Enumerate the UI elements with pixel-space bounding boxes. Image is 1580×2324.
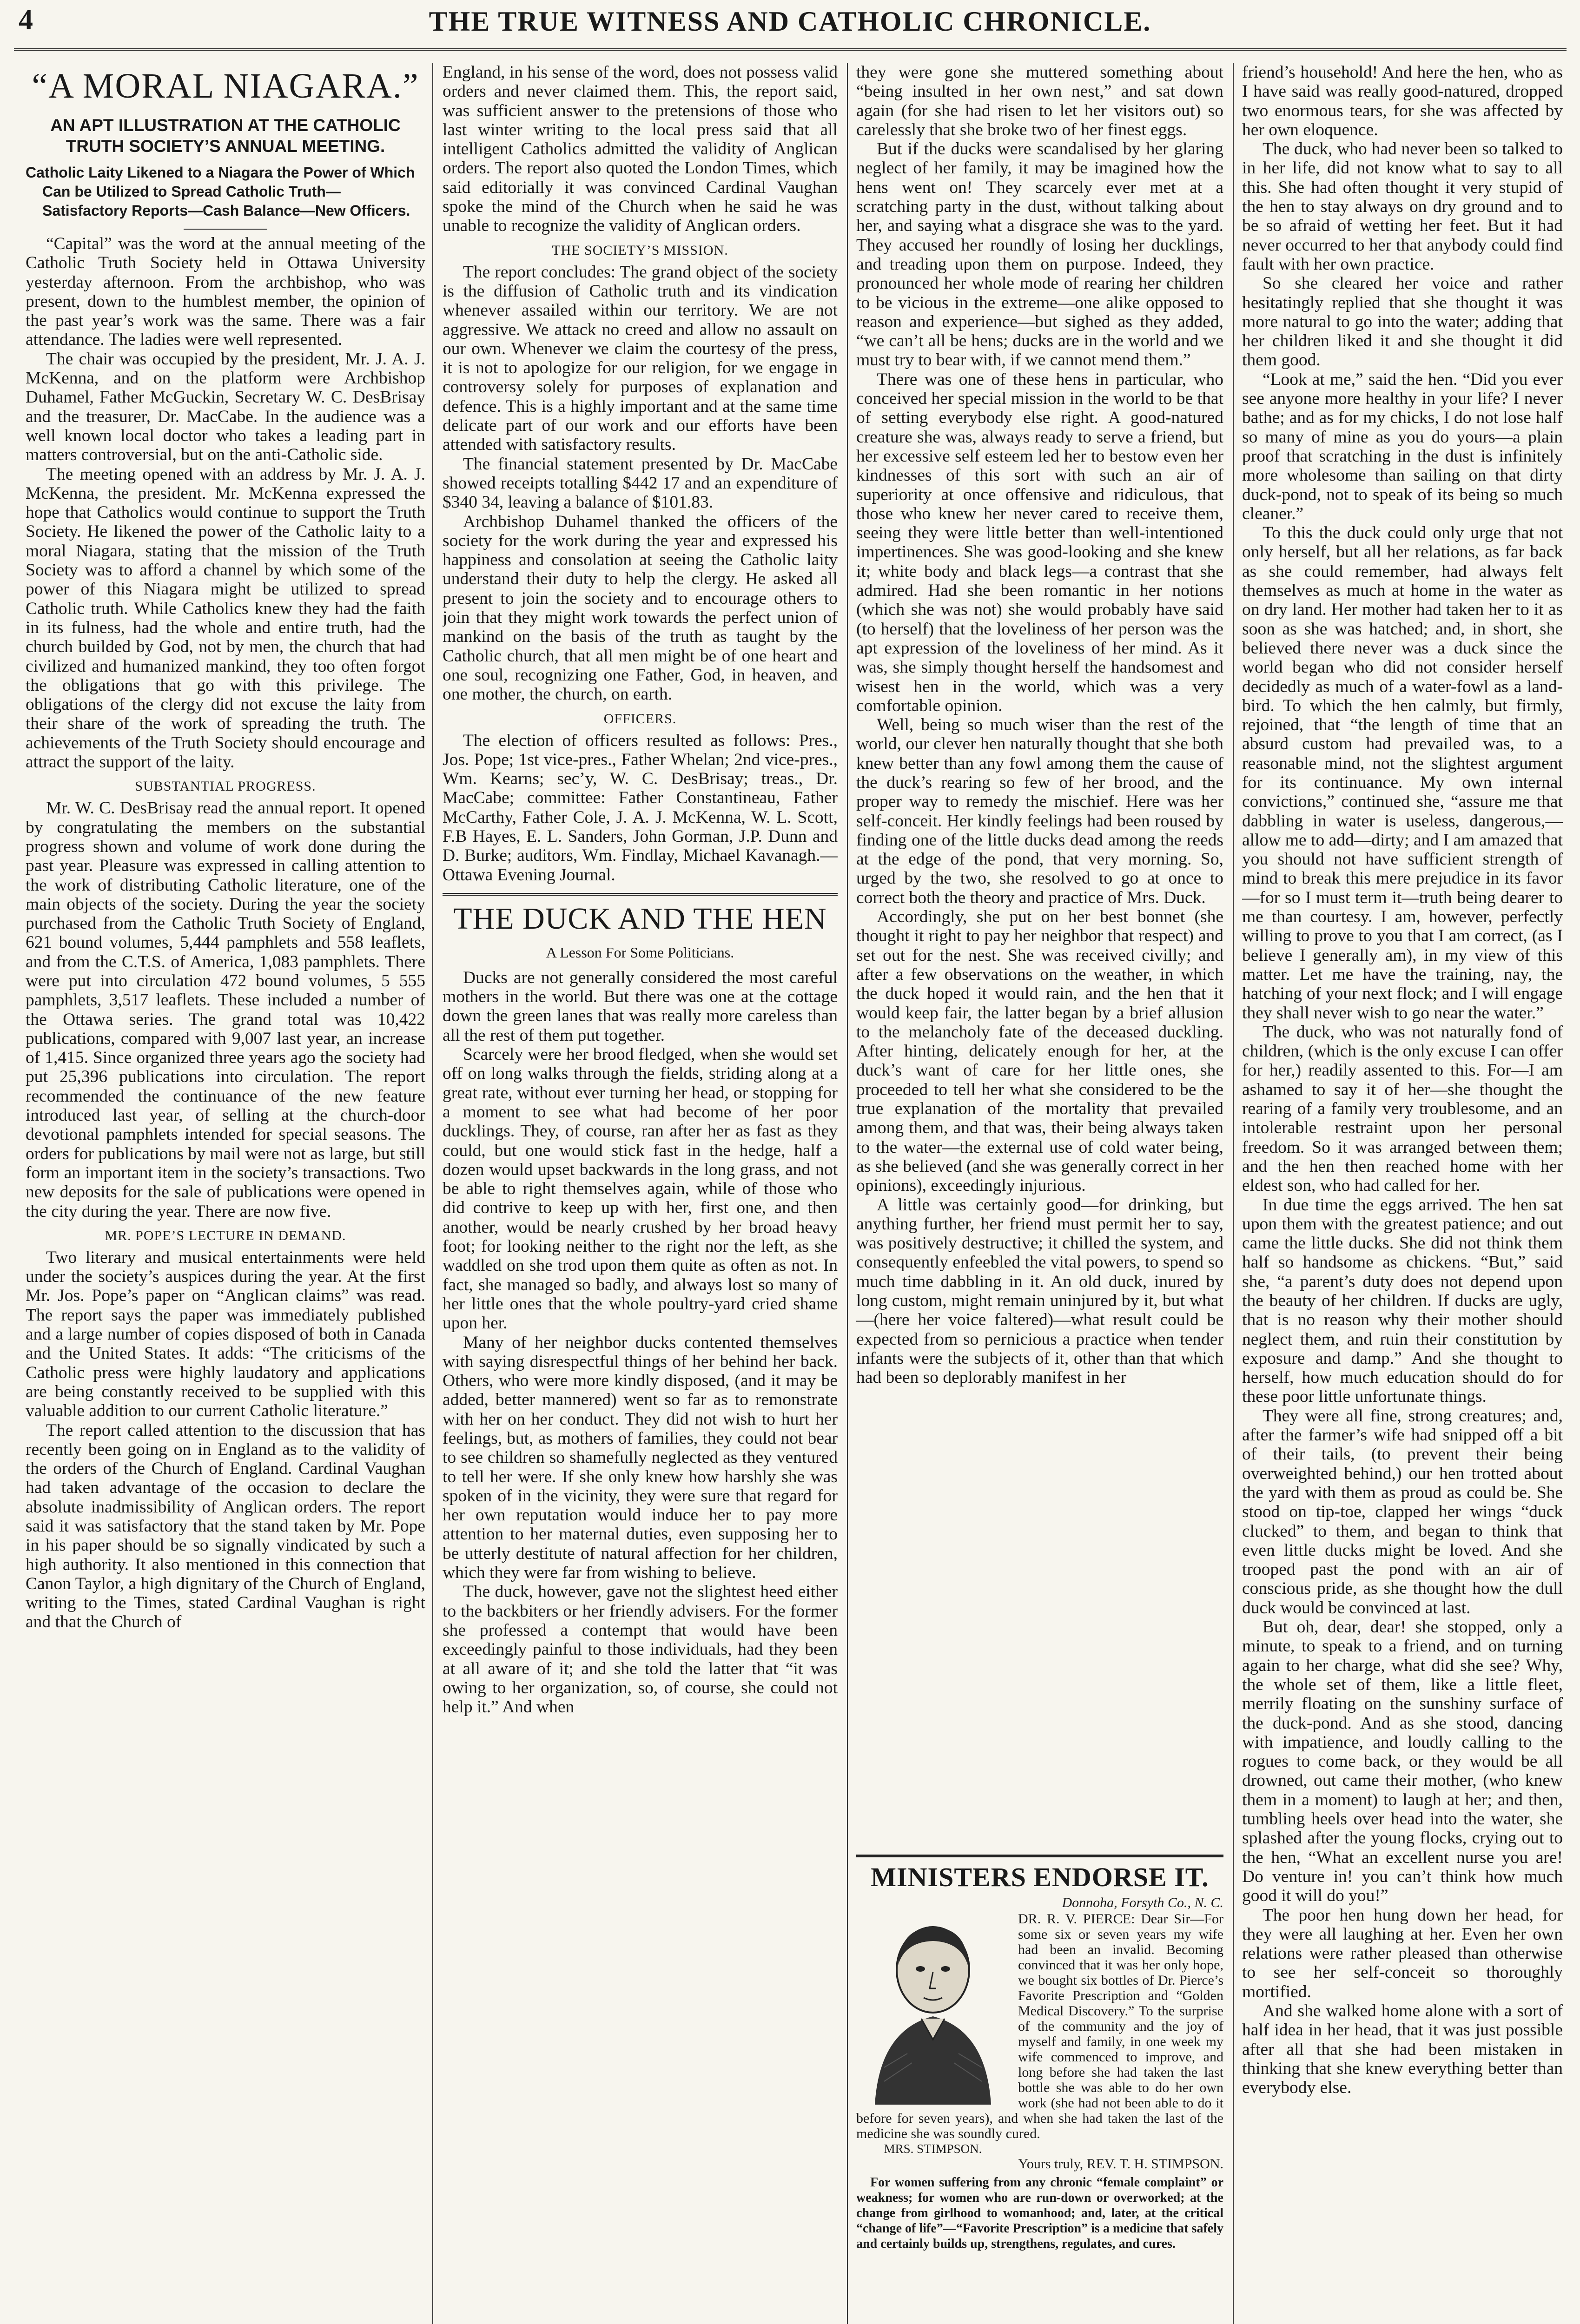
paragraph: Many of her neighbor ducks contented themselves with saying disrespectful things of her behind her back. Others, who were more kindly disposed, (and it may be added, better mannered) went so far as to remonstrate with her on her conduct. They did not wish to hurt her feelings, but, as mothers of families, they could not bear to see children so shamefully neglected as they ventured to tell her were. If she only knew how harshly she was spoken of in the vicinity, they were sure that regard for her own reputation would induce her to pay more attention to her maternal duties, even supposing her to be utterly destitute of natural affection for her children, which they were far from wishing to believe. <box>443 1333 838 1583</box>
paragraph: To this the duck could only urge that not only herself, but all her relations, as far back as she could remember, had always felt themselves as much at home in the water as on dry land. Her mother had taken her to it as soon as she was hatched; and, in short, she believed there never was a duck since the world began who did not consider herself decidedly as much of a water-fowl as a land-bird. To which the hen calmly, but firmly, rejoined, that “the length of time that an absurd custom had prevailed was, to a reasonable mind, not the slightest argument for its continuance. My own internal convictions,” continued she, “assure me that dabbling in water is useless, dangerous,—allow me to add—dirty; and I am amazed that you should not have sufficient strength of mind to break this mere prejudice in its favor—for so I must term it—truth being dearer to me than courtesy. I am, however, perfectly willing to prove to you that I am correct, (as I believe I generally am), in my view of this matter. Let me have the training, nay, the hatching of your next flock; and I will engage they shall never wish to go near the water.” <box>1242 523 1563 1023</box>
paragraph: England, in his sense of the word, does not possess valid orders and never claimed them. This, the report said, was sufficient answer to the pretensions of those who last winter writing to the local press said that all intelligent Catholics admitted the validity of Anglican orders. The report also quoted the London Times, which said editorially it was convinced Cardinal Vaughan spoke the mind of the Church when he said he was unable to recognize the validity of Anglican orders. <box>443 63 838 236</box>
column-rule <box>1233 63 1234 2324</box>
paragraph: The duck, who was not naturally fond of children, (which is the only excuse I can offer for her,) readily assented to this. For—I am ashamed to say it of her—she thought the rearing of a family very troublesome, and an intolerable restraint upon her personal freedom. So it was arranged between them; and the hen then reached home with her eldest son, who had called for her. <box>1242 1022 1563 1195</box>
column-1 <box>26 63 425 2324</box>
ad-footer-text: For women suffering from any chronic “female complaint” or weakness; for women who are run-down or overworked; at the change from girlhood to womanhood; and, later, at the critical “change of life”—“Favorite Prescription” is a medicine that safely and certainly builds up, strengthens, regulates, and cures. <box>856 2175 1223 2251</box>
column-4 <box>1242 63 1563 2324</box>
paragraph: Scarcely were her brood fledged, when she would set off on long walks through the fields, striding along at a great rate, without ever turning her head, or stopping for a moment to see what had become of her poor ducklings. They, of course, ran after her as fast as they could, but one would stick fast in the hedge, half a dozen would upset backwards in the long grass, and not be able to right themselves again, while of those who did contrive to keep up with her, first one, and then another, would be nearly crushed by her broad heavy foot; for looking neither to the right nor the left, as she waddled on she trod upon them quite as often as not. In fact, she managed so badly, and always lost so many of her little ones that the whole poultry-yard cried shame upon her. <box>443 1045 838 1333</box>
divider <box>184 229 267 230</box>
paragraph: The financial statement presented by Dr. MacCabe showed receipts totalling $442 17 and an expenditure of $340 34, leaving a balance of $101.83. <box>443 454 838 512</box>
paragraph: Mr. W. C. DesBrisay read the annual report. It opened by congratulating the members on the substantial progress shown and volume of work done during the past year. Pleasure was expressed in calling attention to the work of distributing Catholic literature, one of the main objects of the society. During the year the society purchased from the Catholic Truth Society of England, 621 bound volumes, 5,444 pamphlets and 558 leaflets, and from the C.T.S. of America, 1,083 pamphlets. There were put into circulation 472 bound volumes, 5 555 pamphlets, 3,517 leaflets. These included a number of the Ottawa series. The grand total was 10,422 publications, compared with 9,007 last year, an increase of 1,415. Since organized three years ago the society had put 25,396 publications into circulation. The report recommended the continuance of the new feature introduced last year, of selling at the church-door devotional pamphlets intended for special seasons. The orders for publications by mail were not as large, but still form an important item in the society’s transactions. Two new deposits for the sale of publications were opened in the city during the year. There are now five. <box>26 799 425 1221</box>
paragraph: friend’s household! And here the hen, who as I have said was really good-natured, dropped two enormous tears, for she was affected by her own eloquence. <box>1242 63 1563 139</box>
ad-title: MINISTERS ENDORSE IT. <box>871 1862 1209 1892</box>
paragraph: “Capital” was the word at the annual meeting of the Catholic Truth Society held in Ottawa University yesterday afternoon. From the archbishop, who was present, down to the humblest member, the opinion of the past year’s work was the same. There was a fair attendance. The ladies were well represented. <box>26 234 425 350</box>
running-title: THE TRUE WITNESS AND CATHOLIC CHRONICLE. <box>429 6 1151 37</box>
article-body-continued <box>856 63 1223 1387</box>
section-body <box>26 799 425 1221</box>
paragraph: The election of officers resulted as follows: Pres., Jos. Pope; 1st vice-pres., Father Whelan; 2nd vice-pres., Wm. Kearns; sec’y, W. C. DesBrisay; treas., Dr. MacCabe; committee: Father Constantineau, Father McCarthy, Father Cole, J. A. J. McKenna, W. L. Scott, F.B Hayes, E. L. Sanders, John Gorman, J.P. Dunn and D. Burke; auditors, Wm. Findlay, Michael Kavanagh.—Ottawa Evening Journal. <box>443 731 838 885</box>
section-body <box>26 1248 425 1632</box>
paragraph: they were gone she muttered something about “being insulted in her own nest,” and sat down again (for she had risen to let her visitors out) so carelessly that she broke two of her finest eggs. <box>856 63 1223 139</box>
paragraph: There was one of these hens in particular, who conceived her special mission in the world to be that of setting everybody else right. A good-natured creature she was, always ready to serve a friend, but her excessive self esteem led her to bestow even her kindnesses of this sort with such an air of superiority at once offensive and ridiculous, that those who knew her never cared to receive them, seeing they were little better than well-intentioned impertinences. She was good-looking and she knew it; white body and black legs—a contrast that she admired. Had she been romantic in her notions (which she was not) she would probably have said (to herself) that the loveliness of her person was the apt expression of the loveliness of her mind. As it was, she simply thought herself the handsomest and wisest hen in the world, which was a very comfortable opinion. <box>856 370 1223 715</box>
article-body-continued <box>443 63 838 236</box>
paragraph: The report concludes: The grand object of the society is the diffusion of Catholic truth and its vindication whenever assailed within our territory. We are not aggressive. We attack no creed and allow no assault on our own. Whenever we claim the courtesy of the press, it is not to apologize for our religion, for we engage in controversy solely for purposes of explanation and defence. This is a highly important and at the same time delicate part of our work and our efforts have been attended with satisfactory results. <box>443 262 838 455</box>
paragraph: The duck, however, gave not the slightest heed either to the backbiters or her friendly advisers. For the former she professed a contempt that would have been exceedingly painful to those individuals, had they been at all aware of it; and she told the latter that “it was owing to her organization, so, of course, she could not help it.” And when <box>443 1582 838 1717</box>
paragraph: The chair was occupied by the president, Mr. J. A. J. McKenna, and on the platform were Archbishop Duhamel, Father McGuckin, Secretary W. C. DesBrisay and the treasurer, Dr. MacCabe. In the audience was a well known local doctor who takes a leading part in matters controversial, but on the anti-Catholic side. <box>26 349 425 465</box>
column-3 <box>856 63 1223 1848</box>
paragraph: Ducks are not generally considered the most careful mothers in the world. But there was one at the cottage down the green lanes that was really more careless than all the rest of them put together. <box>443 968 838 1045</box>
section-heading: MR. POPE’S LECTURE IN DEMAND. <box>105 1228 346 1243</box>
article-separator <box>443 893 838 896</box>
paragraph: They were all fine, strong creatures; and, after the farmer’s wife had snipped off a bit of their tails, (to prevent their being overweighted behind,) our hen trotted about the yard with them as proud as could be. She stood on tip-toe, clapped her wings “duck clucked” to them, and began to think that even little ducks might be loved. And she trooped past the pond with an air of conscious pride, as she thought how the dull duck would be convinced at last. <box>1242 1406 1563 1618</box>
column-2 <box>443 63 838 2324</box>
article-body-continued <box>1242 63 1563 2097</box>
page-number: 4 <box>19 4 33 36</box>
header-rule <box>14 48 1567 51</box>
ad-dateline: Donnoha, Forsyth Co., N. C. <box>1062 1895 1223 1910</box>
paragraph: In due time the eggs arrived. The hen sat upon them with the greatest patience; and out came the little ducks. She did not think them half so handsome as chickens. “But,” said she, “a parent’s duty does not depend upon the beauty of her children. If ducks are ugly, that is no reason why their mother should neglect them, and ruin their constitution by exposure and damp.” And she thought to herself, how much education should do for these poor little unfortunate things. <box>1242 1195 1563 1406</box>
paragraph: The meeting opened with an address by Mr. J. A. J. McKenna, the president. Mr. McKenna expressed the hope that Catholics would continue to support the Truth Society. He likened the power of the Catholic laity to a moral Niagara, stating that the mission of the Truth Society was to afford a channel by which some of the power of this Niagara might be utilized to spread Catholic truth. While Catholics knew they had the faith in its fulness, had the whole and entire truth, had the church builded by God, not by men, the church that had civilized and humanized mankind, they too often forgot the obligations that go with this privilege. The obligations of the clergy did not excuse the laity from their share of the work of spreading the truth. The achievements of the Truth Society should encourage and attract the support of the laity. <box>26 464 425 772</box>
section-heading: OFFICERS. <box>603 711 677 726</box>
portrait-illustration <box>856 1914 1010 2105</box>
section-heading: THE SOCIETY’S MISSION. <box>552 242 728 258</box>
paragraph: The poor hen hung down her head, for they were all laughing at her. Even her own relations were rather pleased than otherwise to see her self-conceit so thoroughly mortified. <box>1242 1905 1563 2001</box>
article-body <box>443 968 838 1717</box>
article-title: THE DUCK AND THE HEN <box>453 901 827 936</box>
article-body <box>26 234 425 772</box>
section-body <box>443 263 838 704</box>
article-deck: A Lesson For Some Politicians. <box>546 944 734 961</box>
portrait-caption: MRS. STIMPSON. <box>884 2142 982 2156</box>
paragraph: The report called attention to the discussion that has recently been going on in England as to the validity of the orders of the Church of England. Cardinal Vaughan had taken advantage of the occasion to declare the absolute inadmissibility of Anglican orders. The report said it was satisfactory that the stand taken by Mr. Pope in his paper should be so signally vindicated by such a high authority. It also mentioned in this connection that Canon Taylor, a high dignitary of the Church of England, writing to the Times, stated Cardinal Vaughan is right and that the Church of <box>26 1420 425 1632</box>
article-title: “A MORAL NIAGARA.” <box>32 66 419 106</box>
paragraph: So she cleared her voice and rather hesitatingly replied that she thought it was more natural to go into the water; adding that her children liked it and she thought it did them good. <box>1242 274 1563 370</box>
section-body <box>443 731 838 885</box>
paragraph: Accordingly, she put on her best bonnet (she thought it right to pay her neighbor that respect) and set out for the nest. She was received civilly; and after a few observations on the weather, in which the duck hoped it would rain, and the hen that it would keep fair, the latter began by a brief allusion to the melancholy fate of the deceased duckling. After hinting, delicately enough for her, at the duck’s want of care for her little ones, she proceeded to tell her what she considered to be the true explanation of the mortality that prevailed among them, and that was, their being always taken to the water—the external use of cold water being, as she believed (and she was generally correct in her opinions), exceedingly injurious. <box>856 907 1223 1195</box>
paragraph: Well, being so much wiser than the rest of the world, our clever hen naturally thought that she both knew better than any fowl among them the cause of the duck’s rearing so few of her brood, and the proper way to remedy the mischief. Here was her self-conceit. Her kindly feelings had been roused by finding one of the little ducks dead among the reeds at the edge of the pond, that very morning. So, urged by the two, she resolved to go at once to correct both the theory and practice of Mrs. Duck. <box>856 715 1223 907</box>
paragraph: Archbishop Duhamel thanked the officers of the society for the work during the year and expressed his happiness and consolation at seeing the Catholic laity understand their duty to help the clergy. He asked all present to join the society and to encourage others to join that they might work towards the perfect union of mankind on the basis of the truth as taught by the Catholic church, that all men might be of one heart and one soul, recognizing one Father, God, in heaven, and one mother, the church, on earth. <box>443 512 838 704</box>
column-rule <box>847 63 848 2324</box>
ad-testimonial: DR. R. V. PIERCE: Dear Sir—For some six or seven years my wife had been an invalid. Becoming convinced that it was her only hope, we bought six bottles of Dr. Pierce’s Favorite Prescription and “Golden Medical Discovery.” To the surprise of the community and the joy of myself and family, in one week my wife commenced to improve, and long before she had taken the last bottle she was able to do her own work (she had not been able to do it before for seven years), and when she had taken the last of the medicine she was soundly cured. <box>856 1911 1223 2141</box>
column-rule <box>432 63 433 2324</box>
article-subhead: AN APT ILLUSTRATION AT THE CATHOLIC TRUTH SOCIETY’S ANNUAL MEETING. <box>50 116 401 156</box>
paragraph: “Look at me,” said the hen. “Did you ever see anyone more healthy in your life? I never bathe; and as for my chicks, I do not lose half so many of mine as you do yours—a plain proof that scratching in the dust is infinitely more wholesome than sailing on that dirty duck-pond, not to speak of its being so much cleaner.” <box>1242 370 1563 523</box>
advertisement <box>856 1855 1223 2324</box>
paragraph: The duck, who had never been so talked to in her life, did not know what to say to all this. She had often thought it very stupid of the hen to stay always on dry ground and to be so afraid of wetting her feet. But it had never occurred to her that anybody could find fault with her own practice. <box>1242 139 1563 274</box>
article-deck: Catholic Laity Likened to a Niagara the Power of Which Can be Utilized to Spread Catholic Truth—Satisfactory Reports—Cash Balance—New Officers. <box>26 164 415 219</box>
section-heading: SUBSTANTIAL PROGRESS. <box>135 779 316 794</box>
paragraph: Two literary and musical entertainments were held under the society’s auspices during the year. At the first Mr. Jos. Pope’s paper on “Anglican claims” was read. The report says the paper was immediately published and a large number of copies disposed of both in Canada and the United States. It adds: “The criticisms of the Catholic press were highly laudatory and applications are being constantly received to be supplied with this valuable addition to our current Catholic literature.” <box>26 1248 425 1421</box>
paragraph: And she walked home alone with a sort of half idea in her head, that it was just possible after all that she had been mistaken in thinking that she knew everything better than everybody else. <box>1242 2001 1563 2098</box>
paragraph: A little was certainly good—for drinking, but anything further, her friend must permit her to say, was positively destructive; it chilled the system, and consequently enfeebled the vital powers, to spend so much time dabbling in it. An old duck, inured by long custom, might remain uninjured by it, but what—(here her voice faltered)—what result could be expected from so pernicious a practice when tender infants were the subjects of it, other than that which had been so deplorably manifest in her <box>856 1195 1223 1387</box>
paragraph: But if the ducks were scandalised by her glaring neglect of her family, it may be imagined how the hens went on! They scarcely ever met at a scratching party in the dust, without talking about her, and saying what a disgrace she was to the yard. They accused her roundly of losing her ducklings, and treading upon them on purpose. Indeed, they pronounced her whole mode of rearing her children to be vicious in the extreme—one alike opposed to reason and experience—but sighed as they added, “we can’t all be hens; ducks are in the world and we must try to bear with, if we cannot mend them.” <box>856 139 1223 370</box>
paragraph: But oh, dear, dear! she stopped, only a minute, to speak to a friend, and on turning again to her charge, what did she see? Why, the whole set of them, like a little fleet, merrily floating on the sunshiny surface of the duck-pond. And as she stood, dancing with impatience, and loudly calling to the rogues to come back, or they would be all drowned, out came their mother, (who knew them in a moment) to laugh at her; and then, tumbling heels over head into the water, she splashed after the young flocks, crying out to the hen, “What an excellent nurse you are! Do venture in! you can’t think how much good it will do you!” <box>1242 1618 1563 1906</box>
page-header <box>0 0 1580 56</box>
ad-signature: Yours truly, REV. T. H. STIMPSON. <box>1018 2156 1223 2172</box>
